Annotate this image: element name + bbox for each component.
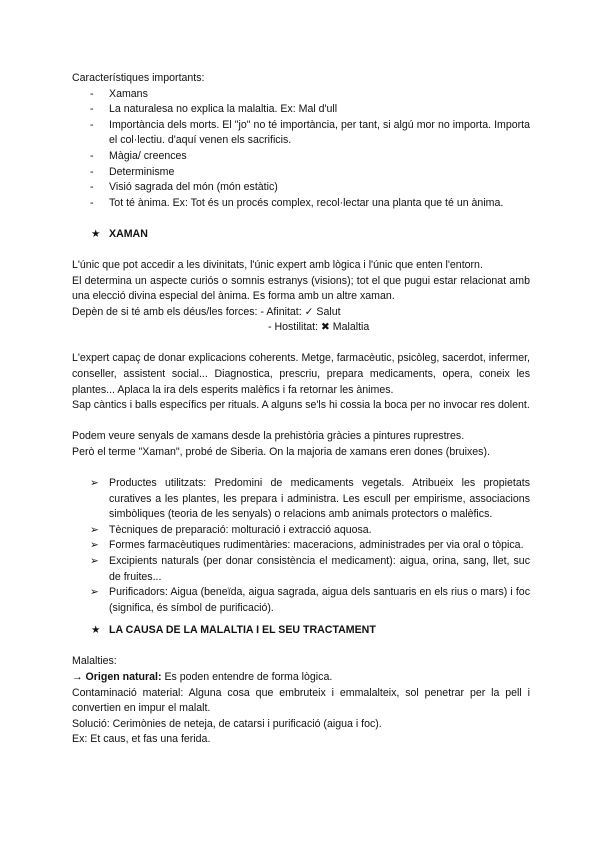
document-page xyxy=(72,71,530,748)
products-list xyxy=(72,476,530,616)
malalties-label: Malalties: xyxy=(72,655,117,668)
origin-line: → Origen natural: Es poden entendre de forma lògica. xyxy=(72,671,333,683)
arrow-bullet-icon: ➢ xyxy=(90,523,99,536)
section-heading-xaman: ★ XAMAN xyxy=(72,227,530,243)
characteristics-list xyxy=(72,87,530,212)
xaman-intro-2: El determina un aspecte curiós o somnis estranys (visions); tot el que pugui estar relacionat amb una elecció divina especial del ànima. Es forma amb un altre xaman. xyxy=(72,274,530,303)
arrow-bullet-icon: ➢ xyxy=(90,554,99,567)
arrow-bullet-icon: ➢ xyxy=(90,476,99,489)
dash-bullet: - xyxy=(90,196,94,209)
dash-bullet: - xyxy=(90,103,94,116)
list-item: ➢ Formes farmacèutiques rudimentàries: maceracions, administrades per via oral o tòpica. xyxy=(72,538,530,554)
history-2: Però el terme "Xaman", probé de Siberia. On la majoria de xamans eren dones (bruixes). xyxy=(72,445,490,458)
history-1: Podem veure senyals de xamans desde la prehistòria gràcies a pintures ruprestres. xyxy=(72,430,465,443)
list-item: - Visió sagrada del món (món estàtic) xyxy=(72,180,530,196)
solution-line: Solució: Cerimònies de neteja, de catarsi i purificació (aigua i foc). xyxy=(72,717,382,730)
hostility: - Hostilitat: ✖ Malaltia xyxy=(268,321,370,334)
arrow-bullet-icon: ➢ xyxy=(90,586,99,599)
dash-bullet: - xyxy=(90,181,94,194)
section-heading-cause: ★ LA CAUSA DE LA MALALTIA I EL SEU TRACTAMENT xyxy=(72,623,530,639)
songs-paragraph: Sap càntics i balls específics per rituals. A alguns se'ls hi cossia la boca per no invocar res dolent. xyxy=(72,399,530,412)
list-item: - Xamans xyxy=(72,87,530,103)
star-icon: ★ xyxy=(91,227,101,240)
list-item: ➢ Excipients naturals (per donar consistència el medicament): aigua, orina, sang, llet, suc de fruites... xyxy=(90,554,530,583)
dash-bullet: - xyxy=(90,165,94,178)
arrow-bullet-icon: ➢ xyxy=(90,539,99,552)
list-item: - Importància dels morts. El "jo" no té importància, per tant, si algú mor no importa. Importa el col·lectiu. d'aquí venen els sacrificis. xyxy=(90,118,530,147)
right-arrow-icon: → xyxy=(72,671,83,683)
contamination-paragraph: Contaminació material: Alguna cosa que embruteix i emmalalteix, sol penetrar per la pell i convertien en impur el malalt. xyxy=(72,686,530,715)
expert-paragraph: L'expert capaç de donar explicacions coherents. Metge, farmacèutic, psicòleg, sacerdot, infermer, conseller, assistent social... Diagnostica, prescriu, prepara medicaments, opera, coneix les plantes... Aplaca la ira dels esperits malèfics i fa retornar les ànimes. xyxy=(72,352,530,396)
list-item: - Determinisme xyxy=(72,165,530,181)
xaman-intro-1: L'únic que pot accedir a les divinitats, l'únic expert amb lògica i l'únic que enten l'entorn. xyxy=(72,258,483,271)
example-line: Ex: Et caus, et fas una ferida. xyxy=(72,733,211,746)
affinity: - Afinitat: ✓ Salut xyxy=(260,305,341,318)
characteristics-heading: Característiques importants: xyxy=(72,72,205,84)
list-item: - Màgia/ creences xyxy=(72,149,530,165)
star-icon: ★ xyxy=(91,624,101,637)
list-item: ➢ Productes utilitzats: Predomini de medicaments vegetals. Atribueix les propietats curatives a les plantes, les prepara i administra. Les escull per empirisme, associacions simbòliques (teoria de les senyals) o relacions amb animals protectors o malèfics. xyxy=(90,476,530,521)
list-item: ➢ Tècniques de preparació: molturació i extracció aquosa. xyxy=(72,523,530,539)
list-item: - La naturalesa no explica la malaltia. Ex: Mal d'ull xyxy=(72,102,530,118)
dash-bullet: - xyxy=(90,149,94,162)
dash-bullet: - xyxy=(90,118,94,131)
dash-bullet: - xyxy=(90,87,94,100)
list-item: ➢ Purificadors: Aigua (beneïda, aigua sagrada, aigua dels santuaris en els rius o mars) i foc (significa, és símbol de purificació). xyxy=(90,586,530,614)
list-item: - Tot té ànima. Ex: Tot és un procés complex, recol·lectar una planta que té un ànima. xyxy=(72,196,530,212)
forces-line: Depèn de si té amb els déus/les forces: - Afinitat: ✓ Salut xyxy=(72,305,341,318)
